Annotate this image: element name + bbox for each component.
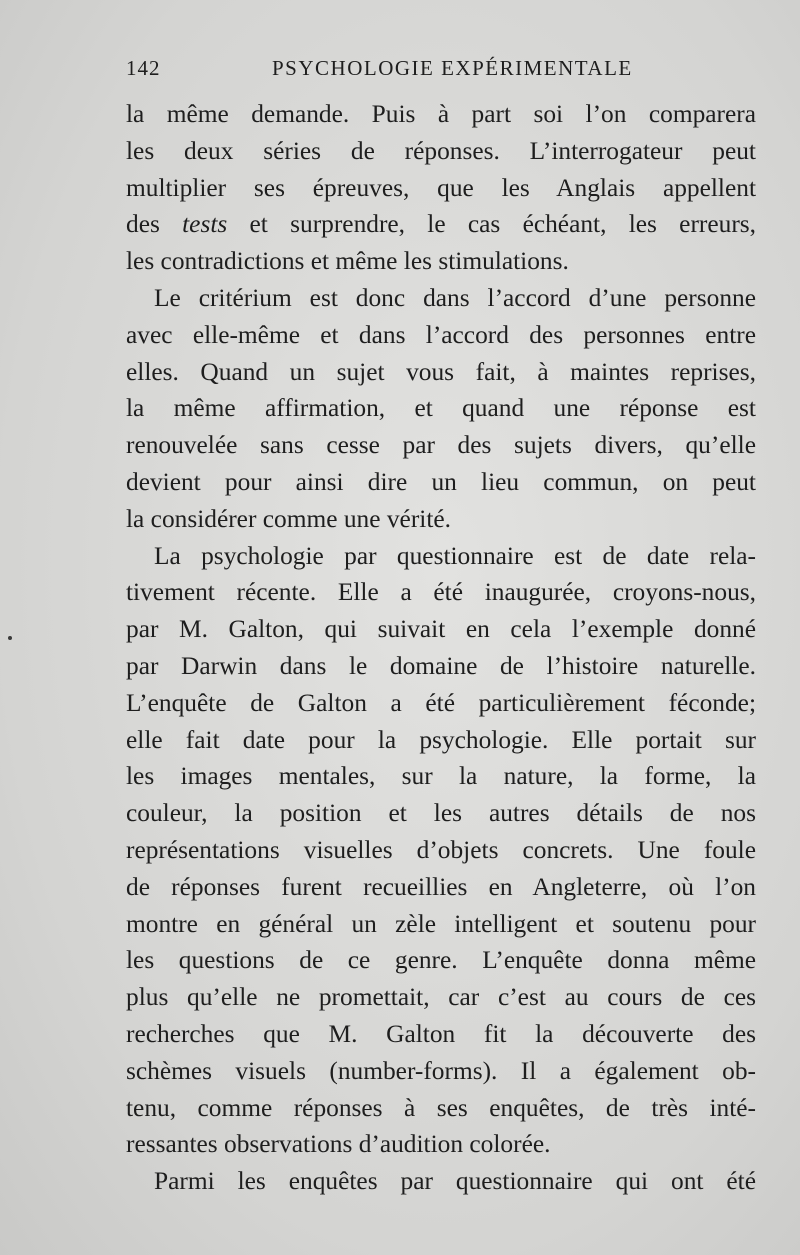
body-text (126, 96, 756, 1200)
print-speck (8, 636, 12, 640)
paragraph-start-line: La psychologie par questionnaire est de date rela- (154, 541, 756, 570)
page-number: 142 (126, 56, 161, 80)
italic-word-tests: tests (182, 210, 228, 239)
text-fragment: des (126, 210, 183, 239)
text-line: elle fait date pour la psychologie. Elle portait sur (126, 725, 756, 754)
text-line: les images mentales, sur la nature, la forme, la (126, 762, 756, 791)
text-line: devient pour ainsi dire un lieu commun, on peut (126, 467, 756, 496)
text-line: tenu, comme réponses à ses enquêtes, de très inté- (126, 1093, 756, 1122)
text-line: schèmes visuels (number-forms). Il a également ob- (126, 1056, 756, 1085)
text-line: montre en général un zèle intelligent et soutenu pour (126, 909, 756, 938)
text-line: L’enquête de Galton a été particulièrement féconde; (126, 688, 756, 717)
text-line: plus qu’elle ne promettait, car c’est au cours de ces (126, 983, 756, 1012)
running-head (126, 52, 756, 86)
running-title: PSYCHOLOGIE EXPÉRIMENTALE (272, 56, 633, 80)
text-fragment: et surprendre, le cas échéant, les erreurs, (227, 210, 756, 239)
text-line: recherches que M. Galton fit la découverte des (126, 1019, 756, 1048)
text-line: les questions de ce genre. L’enquête donna même (126, 946, 756, 975)
text-line: la même affirmation, et quand une réponse est (126, 394, 756, 423)
text-line: la même demande. Puis à part soi l’on comparera (126, 100, 756, 128)
text-line: ressantes observations d’audition colorée. (126, 1130, 551, 1159)
book-page (126, 52, 756, 1200)
paragraph-start-line: Le critérium est donc dans l’accord d’une personne (154, 283, 756, 312)
text-line: représentations visuelles d’objets concrets. Une foule (126, 835, 756, 864)
text-line: multiplier ses épreuves, que les Anglais appellent (126, 173, 756, 202)
text-line: par M. Galton, qui suivait en cela l’exemple donné (126, 615, 756, 644)
text-line: couleur, la position et les autres détails de nos (126, 799, 756, 828)
text-line: de réponses furent recueillies en Angleterre, où l’on (126, 872, 756, 901)
text-line: par Darwin dans le domaine de l’histoire naturelle. (126, 651, 756, 680)
text-line: tivement récente. Elle a été inaugurée, croyons-nous, (126, 578, 756, 607)
text-line: les contradictions et même les stimulations. (126, 247, 569, 276)
text-line: les deux séries de réponses. L’interrogateur peut (126, 136, 756, 165)
text-line: elles. Quand un sujet vous fait, à maintes reprises, (126, 357, 756, 386)
text-line: renouvelée sans cesse par des sujets divers, qu’elle (126, 431, 756, 460)
text-line: la considérer comme une vérité. (126, 504, 451, 533)
text-line-with-italic (126, 206, 756, 243)
paragraph-start-line: Parmi les enquêtes par questionnaire qui ont été (154, 1167, 756, 1196)
text-line: avec elle-même et dans l’accord des personnes entre (126, 320, 756, 349)
